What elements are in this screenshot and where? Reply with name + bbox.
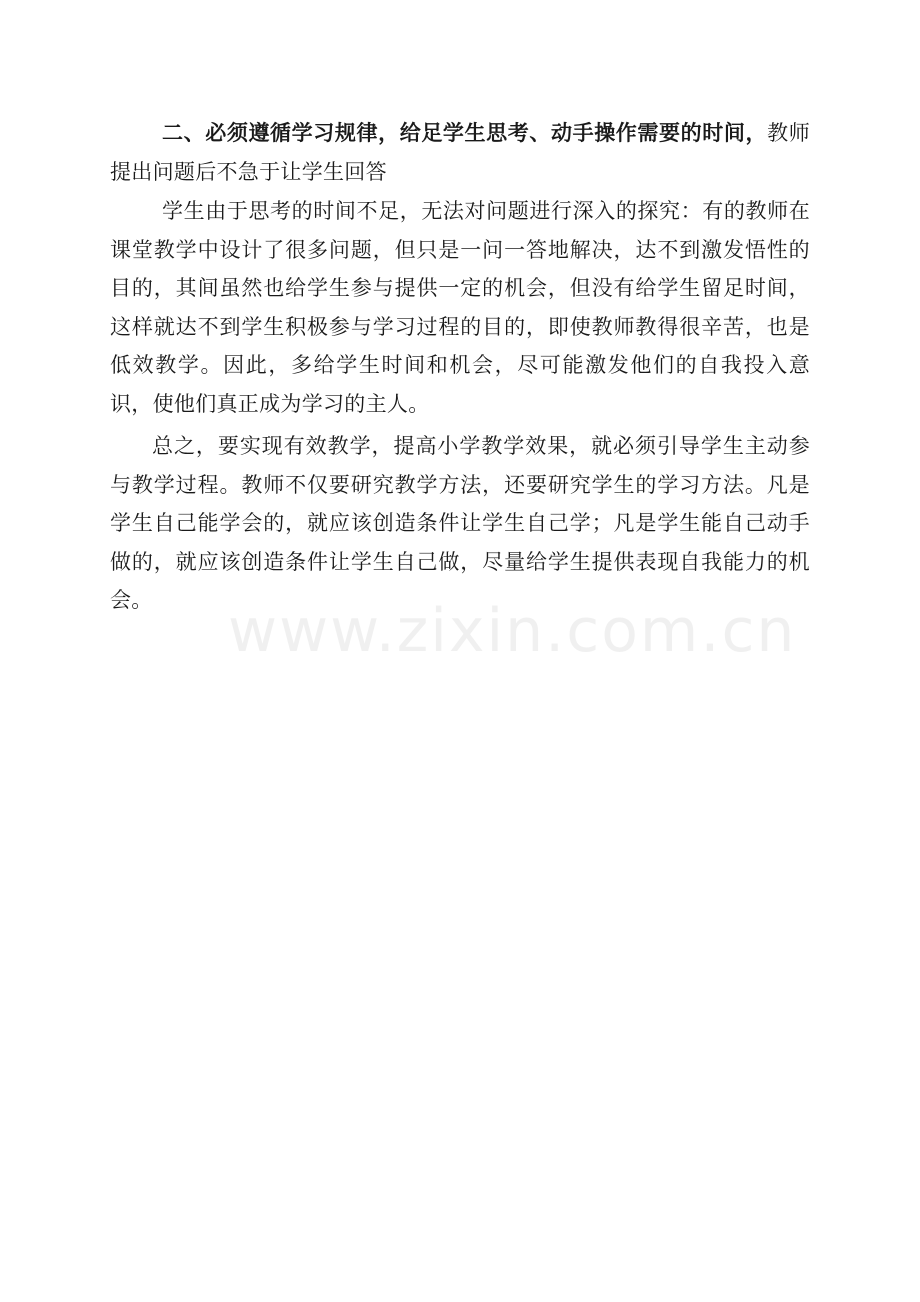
document-page <box>110 114 810 620</box>
watermark: www.zixin.com.cn <box>228 596 797 666</box>
body-paragraph: 学生由于思考的时间不足，无法对问题进行深入的探究：有的教师在课堂教学中设计了很多问题，但只是一问一答地解决，达不到激发悟性的目的，其间虽然也给学生参与提供一定的机会，但没有给学生留足时间，这样就达不到学生积极参与学习过程的目的，即使教师教得很辛苦，也是低效教学。因此，多给学生时间和机会，尽可能激发他们的自我投入意识，使他们真正成为学习的主人。 <box>110 199 810 416</box>
summary-paragraph: 总之，要实现有效教学，提高小学教学效果，就必须引导学生主动参与教学过程。教师不仅要研究教学方法，还要研究学生的学习方法。凡是学生自己能学会的，就应该创造条件让学生自己学；凡是学生能自己动手做的，就应该创造条件让学生自己做，尽量给学生提供表现自我能力的机会。 <box>110 434 810 612</box>
heading-normal-text: 教师提出问题后不急于让学生回答 <box>110 121 810 184</box>
heading-bold-text: 二、必须遵循学习规律，给足学生思考、动手操作需要的时间， <box>162 120 768 145</box>
heading-paragraph <box>110 114 810 191</box>
